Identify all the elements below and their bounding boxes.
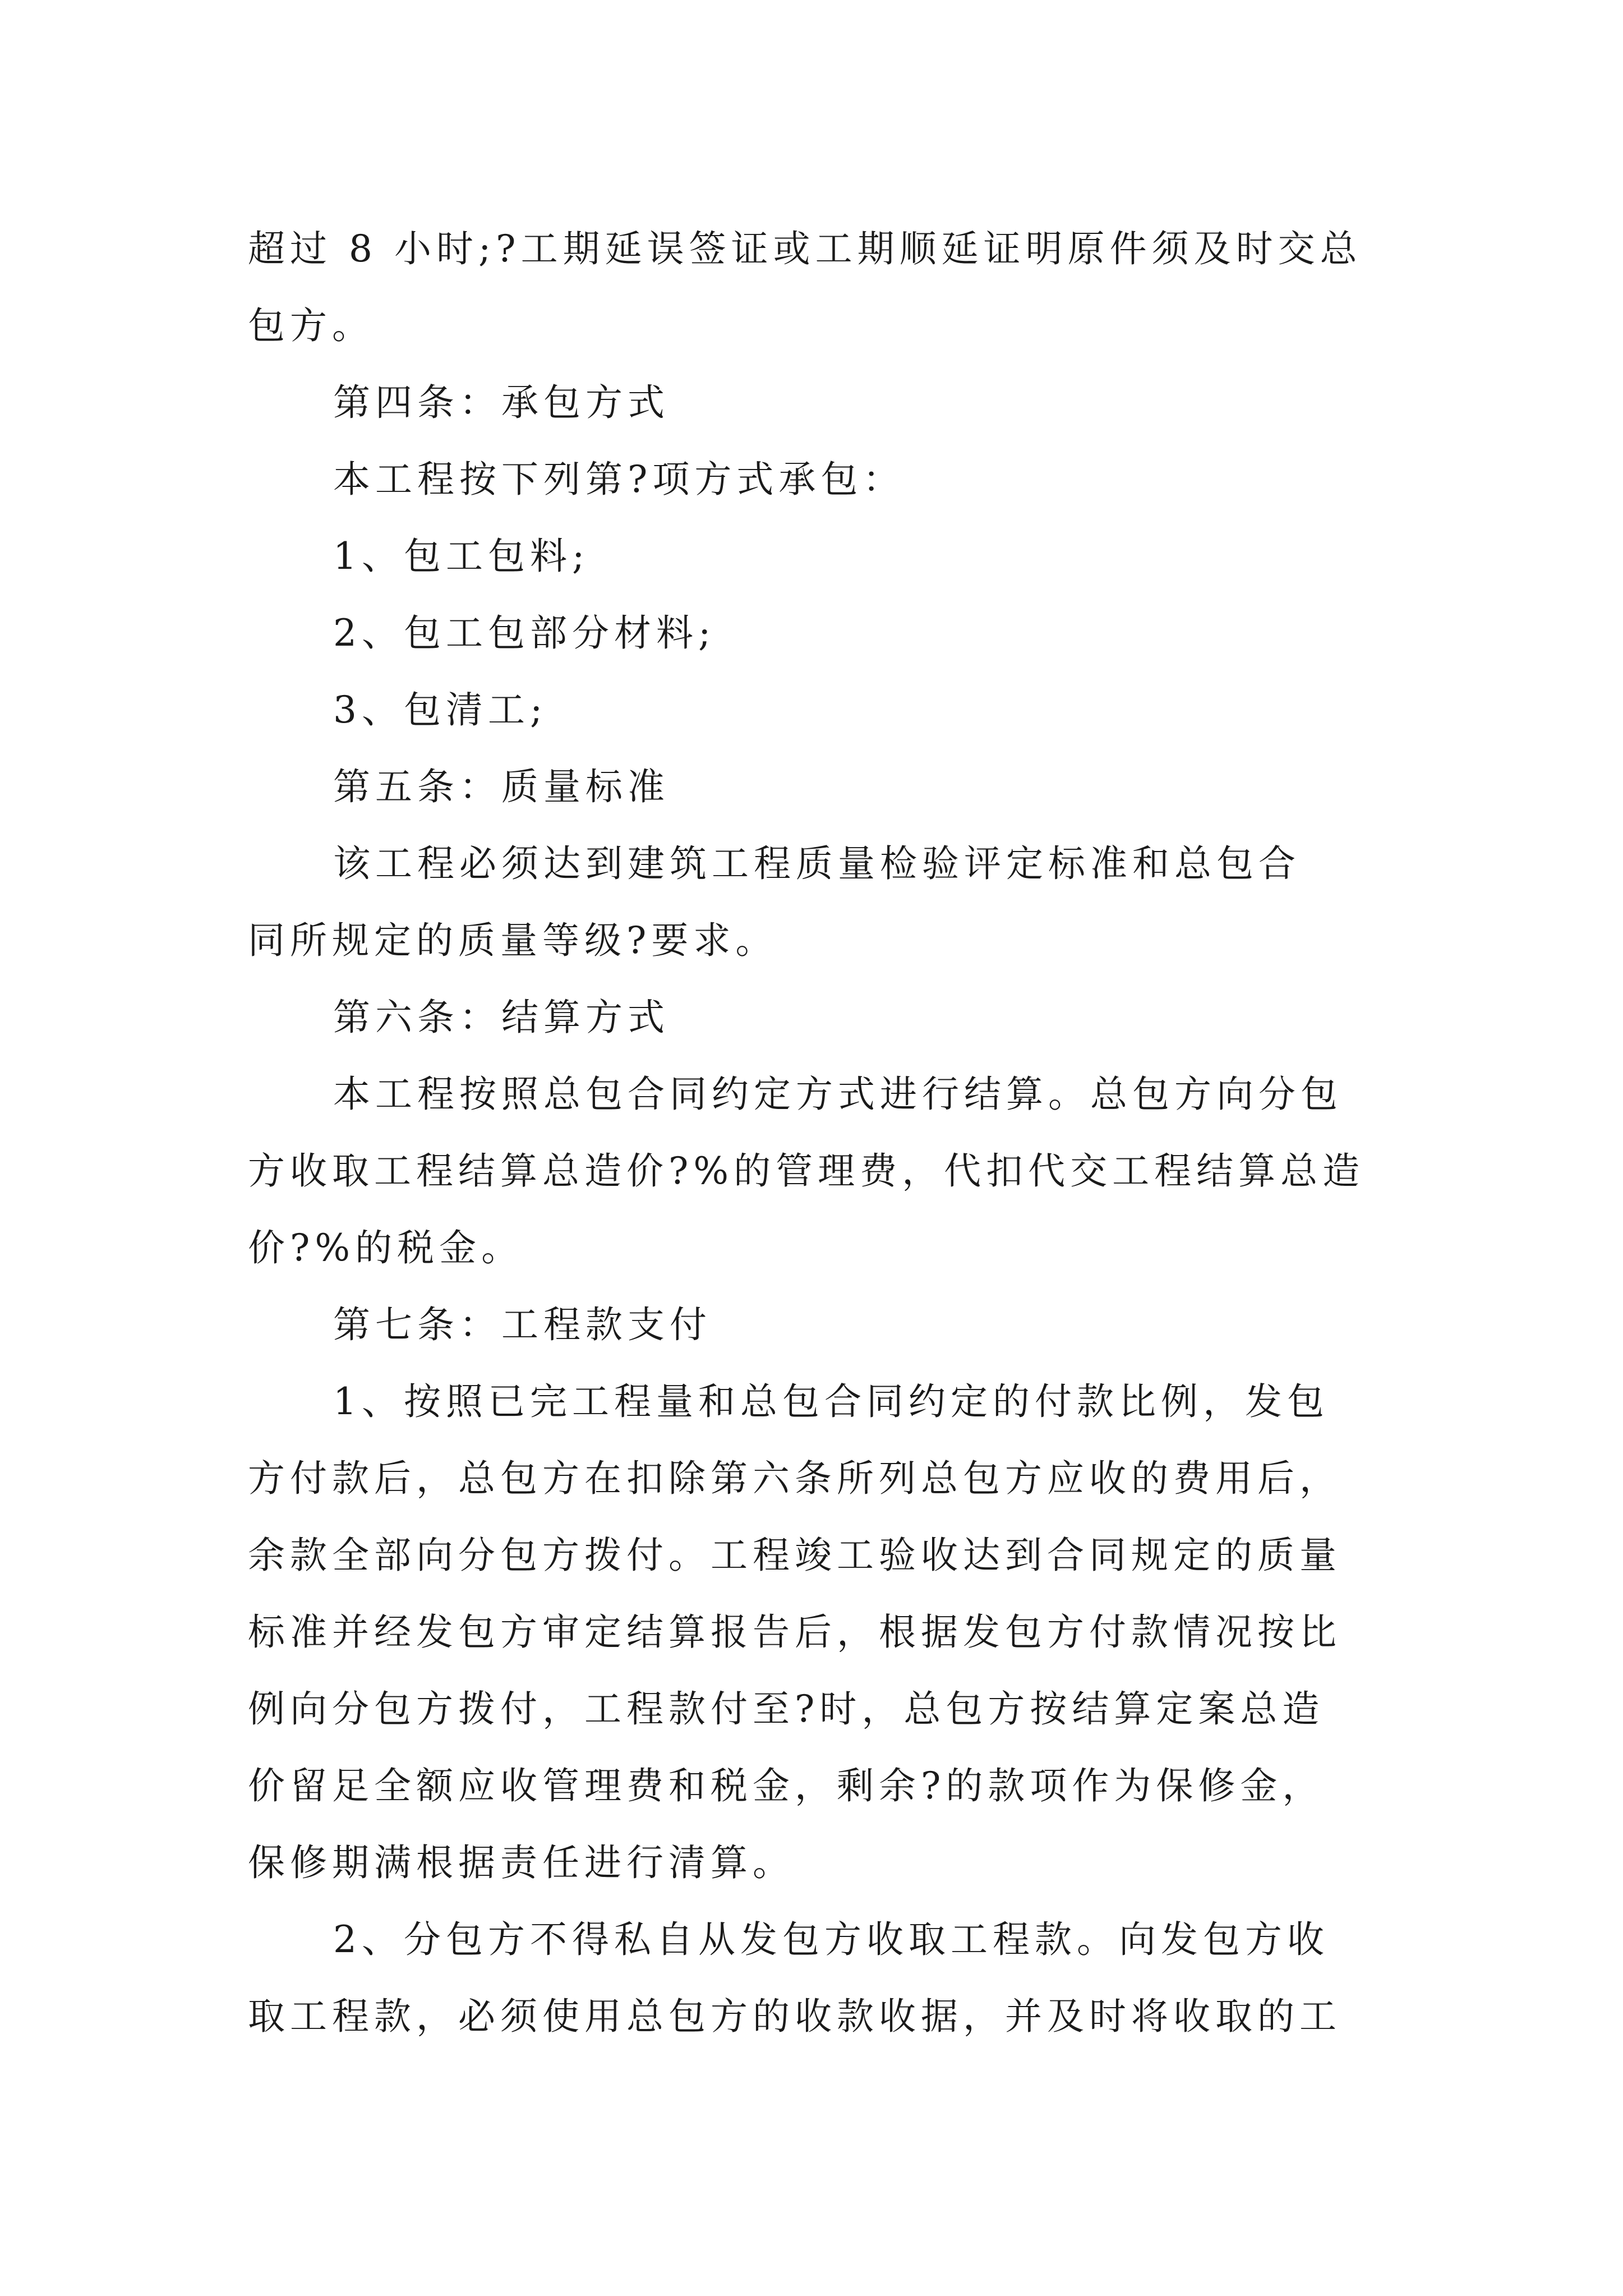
text-line: 1、按照已完工程量和总包合同约定的付款比例，发包 xyxy=(333,1380,1329,1423)
article-heading: 第五条：质量标准 xyxy=(333,765,670,808)
list-item: 2、包工包部分材料; xyxy=(333,611,716,655)
text-line: 包方。 xyxy=(248,304,374,347)
text-line: 余款全部向分包方拨付。工程竣工验收达到合同规定的质量 xyxy=(248,1534,1341,1577)
text-line: 方付款后，总包方在扣除第六条所列总包方应收的费用后， xyxy=(248,1457,1341,1500)
article-heading: 第六条：结算方式 xyxy=(333,996,670,1039)
text-line: 超过 8 小时;?工期延误签证或工期顺延证明原件须及时交总 xyxy=(248,227,1362,270)
text-line: 本工程按下列第?项方式承包： xyxy=(333,458,905,501)
text-line: 方收取工程结算总造价?%的管理费，代扣代交工程结算总造 xyxy=(248,1149,1365,1193)
text-line: 标准并经发包方审定结算报告后，根据发包方付款情况按比 xyxy=(248,1611,1341,1654)
article-heading: 第四条：承包方式 xyxy=(333,381,670,424)
text-line: 保修期满根据责任进行清算。 xyxy=(248,1841,795,1884)
text-line: 取工程款，必须使用总包方的收款收据，并及时将收取的工 xyxy=(248,1995,1341,2038)
text-line: 价留足全额应收管理费和税金，剩余?的款项作为保修金， xyxy=(248,1764,1325,1807)
text-line: 价?%的税金。 xyxy=(248,1226,524,1269)
text-line: 同所规定的质量等级?要求。 xyxy=(248,919,778,962)
document-body xyxy=(248,210,1398,2055)
article-heading: 第七条：工程款支付 xyxy=(333,1303,712,1346)
text-line: 该工程必须达到建筑工程质量检验评定标准和总包合 xyxy=(333,842,1301,885)
text-line: 本工程按照总包合同约定方式进行结算。总包方向分包 xyxy=(333,1073,1343,1116)
list-item: 1、包工包料; xyxy=(333,535,590,578)
text-line: 例向分包方拨付，工程款付至?时，总包方按结算定案总造 xyxy=(248,1687,1325,1731)
text-line: 2、分包方不得私自从发包方收取工程款。向发包方收 xyxy=(333,1918,1329,1961)
list-item: 3、包清工; xyxy=(333,688,548,731)
